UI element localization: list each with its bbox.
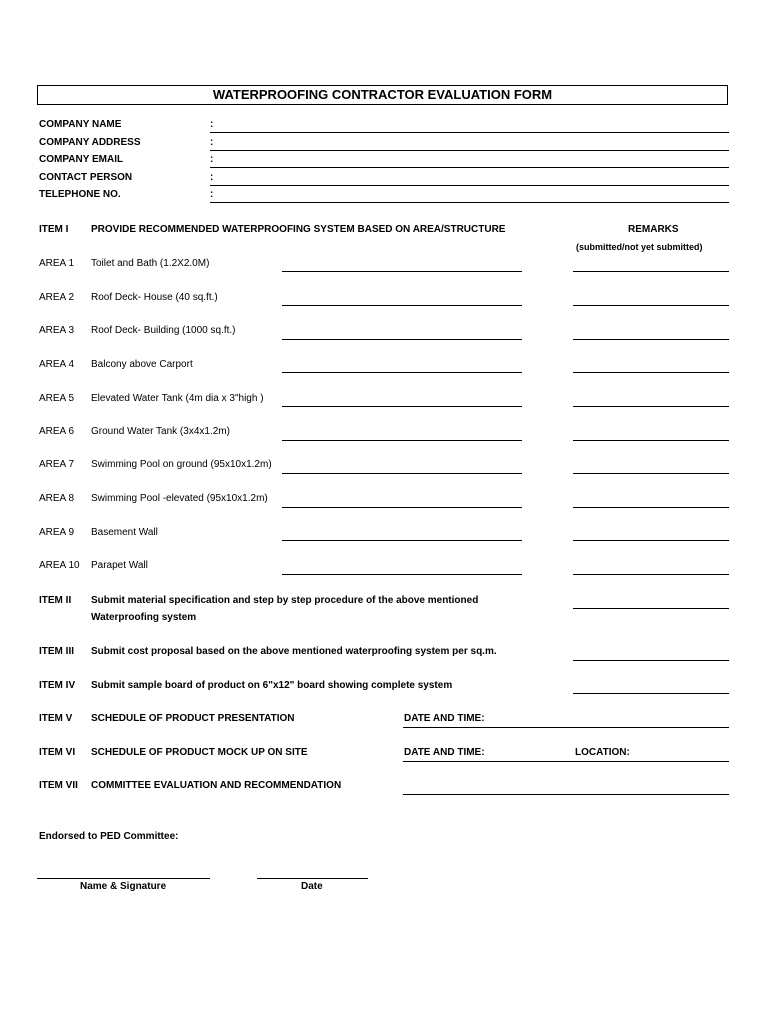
area-answer-field[interactable] <box>282 271 522 272</box>
area-remarks-field[interactable] <box>573 473 729 474</box>
area-code: AREA 10 <box>39 560 80 571</box>
area-answer-field[interactable] <box>282 440 522 441</box>
area-answer-field[interactable] <box>282 305 522 306</box>
item2-code: ITEM II <box>39 595 72 606</box>
area-remarks-field[interactable] <box>573 440 729 441</box>
area-answer-field[interactable] <box>282 339 522 340</box>
area-description: Elevated Water Tank (4m dia x 3"high ) <box>91 393 264 404</box>
area-description: Swimming Pool -elevated (95x10x1.2m) <box>91 493 268 504</box>
item1-code: ITEM I <box>39 224 69 235</box>
area-code: AREA 7 <box>39 459 75 470</box>
area-code: AREA 3 <box>39 325 75 336</box>
item4-text: Submit sample board of product on 6"x12" board showing complete system <box>91 680 453 691</box>
item2-text-line2: Waterproofing system <box>91 612 197 623</box>
area-description: Toilet and Bath (1.2X2.0M) <box>91 258 210 269</box>
area-code: AREA 9 <box>39 527 75 538</box>
area-remarks-field[interactable] <box>573 339 729 340</box>
item5-date-label: DATE AND TIME: <box>404 713 485 724</box>
area-remarks-field[interactable] <box>573 574 729 575</box>
area-code: AREA 5 <box>39 393 75 404</box>
item6-date-location-field[interactable] <box>403 761 729 762</box>
area-remarks-field[interactable] <box>573 540 729 541</box>
area-answer-field[interactable] <box>282 406 522 407</box>
signature-line[interactable] <box>37 878 210 879</box>
item2-text-line1: Submit material specification and step by step procedure of the above mentioned <box>91 595 479 606</box>
telephone-label: TELEPHONE NO. <box>39 189 121 200</box>
item5-code: ITEM V <box>39 713 73 724</box>
company-address-colon: : <box>210 137 214 148</box>
area-code: AREA 8 <box>39 493 75 504</box>
area-code: AREA 1 <box>39 258 75 269</box>
company-name-field[interactable] <box>210 132 729 133</box>
item3-remarks-field[interactable] <box>573 660 729 661</box>
item5-date-field[interactable] <box>403 727 729 728</box>
date-line[interactable] <box>257 878 368 879</box>
date-label: Date <box>301 881 323 892</box>
area-answer-field[interactable] <box>282 540 522 541</box>
area-description: Basement Wall <box>91 527 158 538</box>
company-address-label: COMPANY ADDRESS <box>39 137 141 148</box>
signature-label: Name & Signature <box>80 881 167 892</box>
area-remarks-field[interactable] <box>573 372 729 373</box>
area-remarks-field[interactable] <box>573 406 729 407</box>
item4-code: ITEM IV <box>39 680 76 691</box>
area-description: Ground Water Tank (3x4x1.2m) <box>91 426 230 437</box>
company-name-colon: : <box>210 119 214 130</box>
item6-location-label: LOCATION: <box>575 747 630 758</box>
contact-person-label: CONTACT PERSON <box>39 172 133 183</box>
telephone-field[interactable] <box>210 202 729 203</box>
item4-remarks-field[interactable] <box>573 693 729 694</box>
area-code: AREA 4 <box>39 359 75 370</box>
item6-date-label: DATE AND TIME: <box>404 747 485 758</box>
company-email-field[interactable] <box>210 167 729 168</box>
item3-text: Submit cost proposal based on the above mentioned waterproofing system per sq.m. <box>91 646 497 657</box>
item6-text: SCHEDULE OF PRODUCT MOCK UP ON SITE <box>91 747 308 758</box>
item3-code: ITEM III <box>39 646 74 657</box>
company-email-label: COMPANY EMAIL <box>39 154 124 165</box>
area-code: AREA 2 <box>39 292 75 303</box>
area-description: Roof Deck- House (40 sq.ft.) <box>91 292 218 303</box>
area-answer-field[interactable] <box>282 574 522 575</box>
telephone-colon: : <box>210 189 214 200</box>
company-name-label: COMPANY NAME <box>39 119 122 130</box>
area-answer-field[interactable] <box>282 473 522 474</box>
area-answer-field[interactable] <box>282 372 522 373</box>
area-remarks-field[interactable] <box>573 271 729 272</box>
area-description: Parapet Wall <box>91 560 148 571</box>
area-description: Swimming Pool on ground (95x10x1.2m) <box>91 459 272 470</box>
item1-text: PROVIDE RECOMMENDED WATERPROOFING SYSTEM BASED ON AREA/STRUCTURE <box>91 224 506 235</box>
area-description: Roof Deck- Building (1000 sq.ft.) <box>91 325 236 336</box>
remarks-subheading: (submitted/not yet submitted) <box>576 242 703 252</box>
area-remarks-field[interactable] <box>573 305 729 306</box>
item7-evaluation-field[interactable] <box>403 794 729 795</box>
area-answer-field[interactable] <box>282 507 522 508</box>
item7-code: ITEM VII <box>39 780 78 791</box>
company-address-field[interactable] <box>210 150 729 151</box>
remarks-heading: REMARKS <box>628 224 679 235</box>
area-remarks-field[interactable] <box>573 507 729 508</box>
area-code: AREA 6 <box>39 426 75 437</box>
company-email-colon: : <box>210 154 214 165</box>
contact-person-colon: : <box>210 172 214 183</box>
form-title: WATERPROOFING CONTRACTOR EVALUATION FORM <box>37 85 728 105</box>
endorsed-label: Endorsed to PED Committee: <box>39 831 179 842</box>
area-description: Balcony above Carport <box>91 359 193 370</box>
item6-code: ITEM VI <box>39 747 76 758</box>
item2-remarks-field[interactable] <box>573 608 729 609</box>
item5-text: SCHEDULE OF PRODUCT PRESENTATION <box>91 713 295 724</box>
contact-person-field[interactable] <box>210 185 729 186</box>
item7-text: COMMITTEE EVALUATION AND RECOMMENDATION <box>91 780 342 791</box>
